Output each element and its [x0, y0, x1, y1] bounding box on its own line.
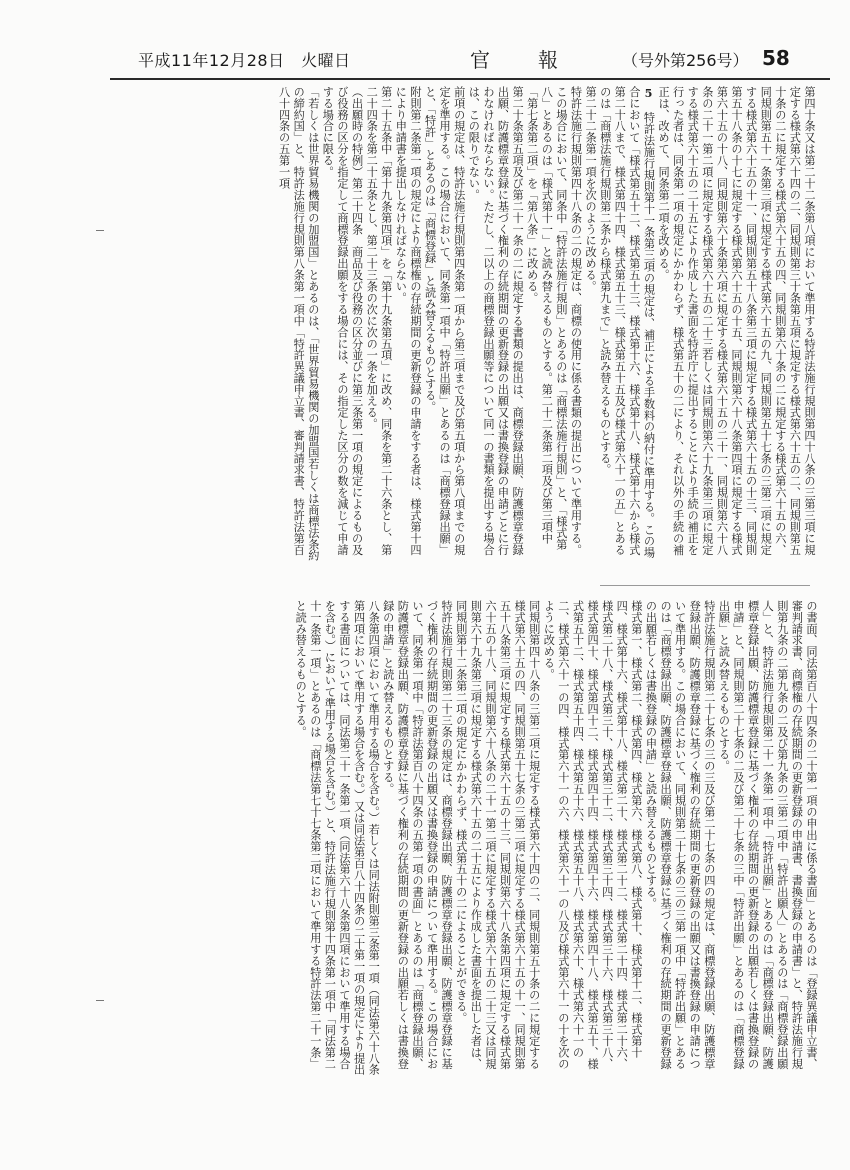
margin-tick — [96, 230, 104, 231]
page-header — [110, 44, 830, 80]
body-paragraph: 特許法施行規則第二十三条の規定は、商標登録出願、防護標章登録出願、防護標章登録に基づく権利の存続期間の更新登録の出願又は書換登録の申請について準用する。この場合において、同条第一項中「特許法第百八十四条の五第一項の書面」とあるのは「商標登録出願、防護標章登録出願、防護標章登録に基づく権利の存続期間の更新登録の出願若しくは書換登録の申請」と読み替えるものとする。 — [381, 600, 454, 1070]
body-paragraph: 「若しくは世界貿易機関の加盟国」とあるのは、「世界貿易機関の加盟国若しくは商標法条約の締約国」と、特許法施行規則第八条第一項中「特許異議申立書、審判請求書、特許法第百八十四条の五第一項 — [277, 86, 320, 562]
body-paragraph: 前項の規定は、特許法施行規則第四条第一項から第三項まで及び第五項から第八項までの規定を準用する。この場合において、同条第一項中「特許出願」とあるのは「商標登録出願」と、「特許」とあるのは「商標登録」と読み替えるものとする。 — [423, 86, 466, 556]
body-paragraph: 八条第四項において準用する場合を含む。）若しくは同法附則第三条第一項（同法第六十八条第四項において準用する場合を含む。）又は同法第百八十四条の二十第一項の規定により提出する書面については、同法第二十一条第一項（同法第六十八条第四項において準用する場合を含む。）において準用する場合を含む。）と、特許法施行規則第十四条第一項中「同法第二十一条第一項」とあるのは「商標法第七十七条第二項において準用する特許法第二十一条」と読み替えるものとする。 — [294, 600, 381, 1076]
margin-tick — [96, 1000, 104, 1001]
body-paragraph — [597, 86, 655, 562]
body-paragraph: 第四十条又は第二十二条第八項において準用する特許法施行規則第四十八条の三第三項に規定する様式第六十四の二、同規則第三十条第五項に規定する様式第六十五の二、同規則第五十条の二に規定する様式第六十五の四、同規則第六十条の二に規定する様式第六十五の六、同規則第五十一条第三項に規定する様式第六十五の九、同規則第五十七条の三第二項に規定する様式第六十五の十一、同規則第五十八条第三項に規定する様式第六十五の十三、同規則第五十八条の十七に規定する様式第六十五の十五、同規則第六十八条第四項に規定する様式第六十五の十八、同規則第六十条第六項に規定する様式第六十五の二十一、同規則第六十八条の二十一第二項に規定する様式第六十五の二十三若しくは同規則第六十九条第三項に規定する様式第六十五の二十五により作成した書面を特許庁に提出することにより手続の補正を行った者は、同条第一項の規定にかかわらず、様式第五十の二により、それ以外の手続の補正は、改めて、同条第二項を改める。 — [657, 86, 816, 556]
body-paragraph: 第二十条第五項及び第二十一条の二に規定する書類の提出は、商標登録出願、防護標章登録出願、防護標章登録に基づく権利の存続期間の更新登録の出願又は書換登録の申請ごとに行わなければならない。ただし、二以上の商標登録出願等について同一の書類を提出する場合は、この限りでない。 — [467, 86, 525, 556]
page-number: 58 — [762, 46, 790, 70]
body-paragraph: 第二十五条中「第十九条第四項」を「第十九条第五項」に改め、同条を第二十六条とし、第二十四条を第二十五条とし、第二十三条の次に次の一条を加える。 — [365, 86, 393, 556]
body-paragraph: 特許法施行規則第四十八条の二の規定は、商標の使用に係る書類の提出について準用する。この場合において、同条中「特許法施行規則」とあるのは「商標法施行規則」と、「様式第八」とあるのは「様式第十一」と読み替えるものとする。第二十二条第二項及び第三項中「第七条第二項」を「第八条」に改める。 — [525, 86, 583, 556]
body-paragraph: 特許法施行規則第二十七条の三の三及び第二十七条の四の規定は、商標登録出願、防護標章登録出願、防護標章登録に基づく権利の存続期間の更新登録の出願又は書換登録の申請について準用する。この場合において、同規則第二十七条の三の三第一項中「特許出願」とあるのは「商標登録出願、防護標章登録出願、防護標章登録に基づく権利の存続期間の更新登録の出願若しくは書換登録の申請」と読み替えるものとする。 — [644, 600, 716, 1070]
issue-number: （号外第256号） — [622, 51, 749, 70]
body-paragraph: の書面、同法第百八十四条の二十第一項の申出に係る書面」とあるのは「登録異議申立書、審判請求書、商標権の存続期間の更新登録の申請書、書換登録の申請書」と、特許法施行規則第九条の二第九条の二及び第九条の三第二項中「特許出願人」とあるのは「商標登録出願人」と、特許法施行規則第二十一条第一項中「特許出願」とあるのは「商標登録出願、防護標章登録出願、防護標章登録に基づく権利の存続期間の更新登録の出願若しくは書換登録の申請」と、同規則第二十七条の二及び第二十七条の三中「特許出願」とあるのは「商標登録出願」と読み替えるものとする。 — [717, 600, 818, 1070]
item-text: 特許法施行規則第十一条第三項の規定は、補正による手数料の納付に準用する。この場合において「様式第五十二、様式第五十三、様式第十六、様式第十八、様式第十六から様式第二十八まで、様式第四十四、様式第五十三、様式第五十五及び様式第六十一の五」とあるのは「商標法施行規則第二条から様式第九まで」と読み替えるものとする。 — [598, 86, 656, 559]
body-paragraph: 附則第二条第一項の規定により商標権の存続期間の更新登録の申請をする者は、様式第十四により申請書を提出しなければならない。 — [394, 86, 422, 556]
lower-text-block — [118, 600, 818, 1080]
issue-date: 平成11年12月28日 火曜日 — [138, 51, 351, 70]
body-paragraph: 同規則第四十八条の三第二項に規定する様式第六十四の二、同規則第五十条の二に規定する様式第六十五の四、同規則第五十七条の三第二項に規定する様式第六十五の十一、同規則第五十八条第三項に規定する様式第六十五の十三、同規則第六十八条第四項に規定する様式第六十五の十八、同規則第六十八条の二十一第二項に規定する様式第六十五の二十三又は同規則第六十九条第三項に規定する様式第六十五の二十五により作成した書面を提出した者は、同規則第十二条第二項の規定にかかわらず、様式第五十の二によることができる。 — [454, 600, 541, 1070]
body-paragraph: 第二十二条第一項を次のように改める。 — [584, 86, 598, 293]
upper-text-block — [126, 86, 816, 562]
publication-title: 官 報 — [470, 48, 572, 72]
body-paragraph: （出願時の特例）第二十四条 商品及び役務の区分並びに第三条第一項の規定によるもの及び役務の区分を指定して商標登録出願をする場合には、その指定した区分の数を減じて申請する場合に限る。 — [321, 86, 364, 556]
section-divider — [600, 585, 810, 586]
item-number: 5 — [641, 86, 656, 101]
body-paragraph: 様式第一、様式第二、様式第四、様式第六、様式第八、様式第十、様式第十二、様式第十四、様式第十六、様式第十八、様式第二十、様式第二十二、様式第二十四、様式第二十六、様式第二十八、様式第三十、様式第三十二、様式第三十四、様式第三十六、様式第三十八、様式第四十、様式第四十二、様式第四十四、様式第四十六、様式第四十八、様式第五十、様式第五十二、様式第五十四、様式第五十六、様式第五十八、様式第六十、様式第六十一の二、様式第六十一の四、様式第六十一の六、様式第六十一の八及び様式第六十一の十を次のように改める。 — [542, 600, 643, 1070]
